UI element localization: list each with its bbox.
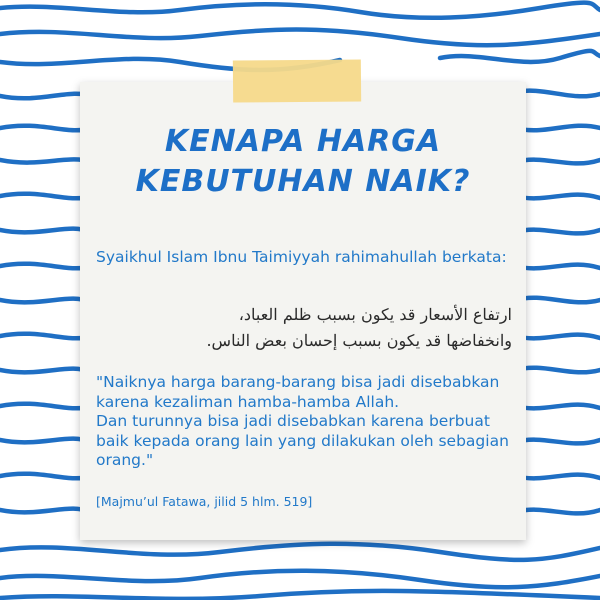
arabic-quote bbox=[96, 302, 512, 354]
intro-text: Syaikhul Islam Ibnu Taimiyyah rahimahullah berkata: bbox=[96, 248, 507, 266]
arabic-line-1: ارتفاع الأسعار قد يكون بسبب ظلم العباد، bbox=[238, 305, 512, 324]
title-line-2: KEBUTUHAN NAIK? bbox=[135, 164, 471, 199]
source-citation: [Majmu’ul Fatawa, jilid 5 hlm. 519] bbox=[96, 494, 313, 509]
masking-tape bbox=[233, 59, 361, 102]
title-line-1: KENAPA HARGA bbox=[164, 124, 442, 159]
arabic-line-2: وانخفاضها قد يكون بسبب إحسان بعض الناس. bbox=[206, 331, 512, 350]
page-title bbox=[80, 122, 526, 202]
translation-text: "Naiknya harga barang-barang bisa jadi disebabkan karena kezaliman hamba-hamba Allah. Dan turunnya bisa jadi disebabkan karena berbuat baik kepada orang lain yang dilakukan oleh sebagian orang." bbox=[96, 373, 509, 469]
